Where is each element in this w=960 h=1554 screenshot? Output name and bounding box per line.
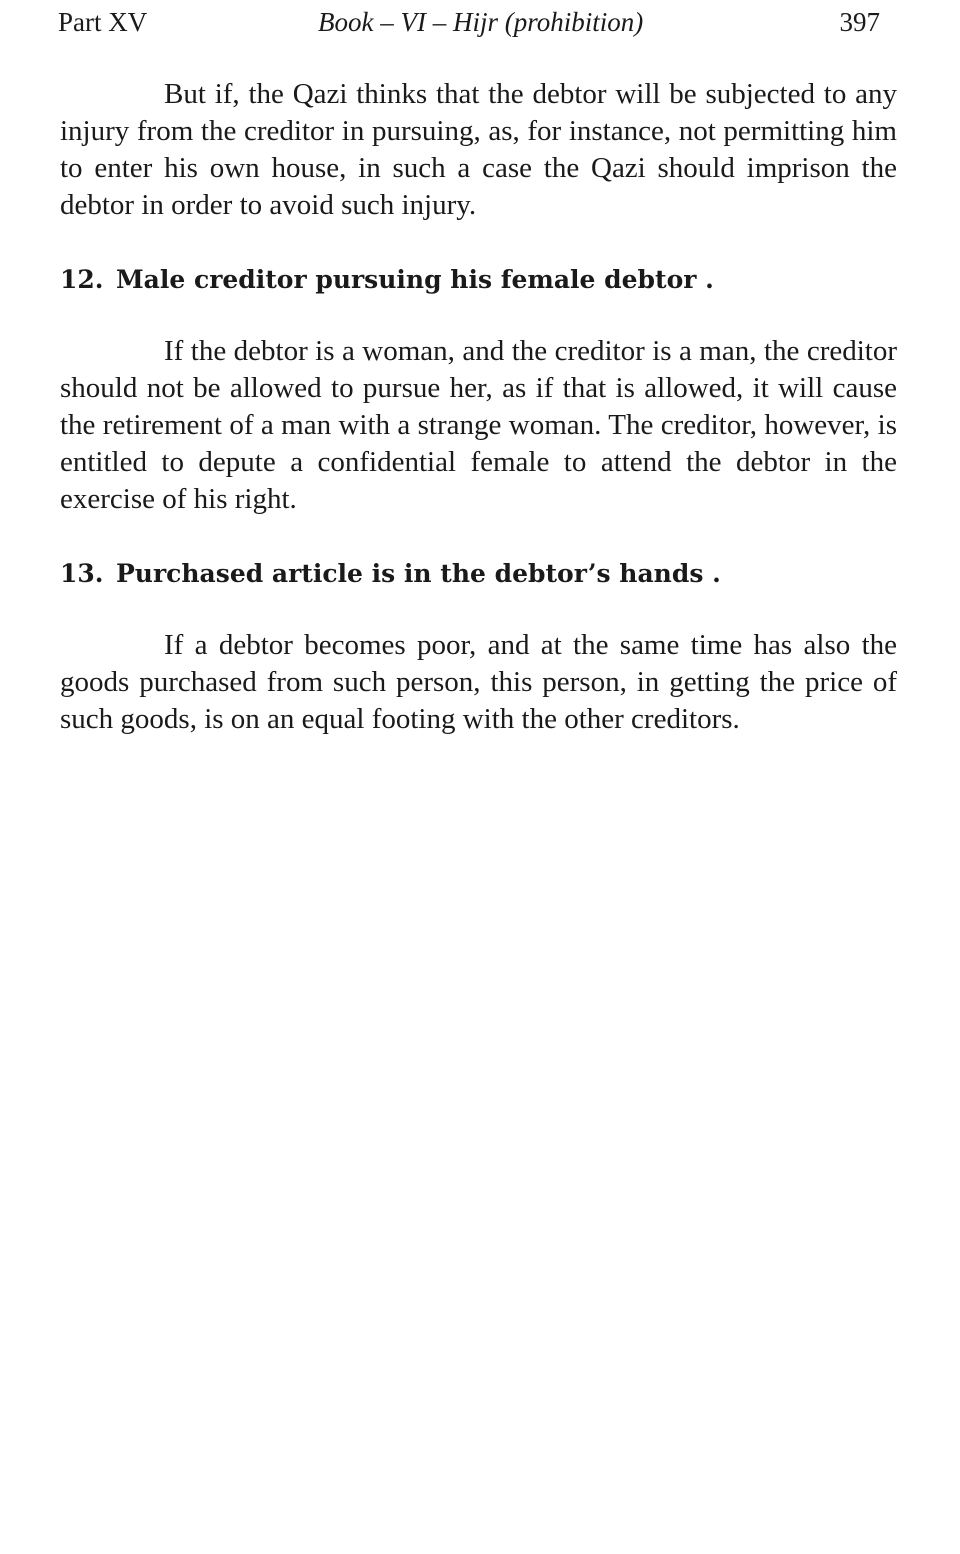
section-number: 13. bbox=[60, 559, 104, 588]
section-heading-12 bbox=[60, 262, 897, 298]
paragraph-female-debtor: If the debtor is a woman, and the creditor is a man, the creditor should not be allowed to pursue her, as if that is allowed, it will cause the retirement of a man with a strange woman. The creditor, however, is entitled to depute a confidential female to attend the debtor in the exercise of his right. bbox=[60, 335, 897, 515]
section-number: 12. bbox=[60, 265, 104, 294]
section-heading-13 bbox=[60, 556, 897, 592]
paragraph-qazi-imprisonment: But if, the Qazi thinks that the debtor will be subjected to any injury from the creditor in pursuing, as, for instance, not permitting him to enter his own house, in such a case the Qazi should imprison the debtor in order to avoid such injury. bbox=[60, 78, 897, 221]
section-title: Purchased article is in the debtor’s hands . bbox=[116, 559, 721, 588]
book-title: Book – VI – Hijr (prohibition) bbox=[318, 7, 644, 37]
part-label: Part XV bbox=[58, 7, 148, 37]
page-number: 397 bbox=[839, 7, 880, 37]
running-header bbox=[58, 4, 880, 40]
section-title: Male creditor pursuing his female debtor . bbox=[116, 265, 714, 294]
paragraph-purchased-goods: If a debtor becomes poor, and at the same time has also the goods purchased from such person, this person, in getting the price of such goods, is on an equal footing with the other creditors. bbox=[60, 629, 897, 735]
